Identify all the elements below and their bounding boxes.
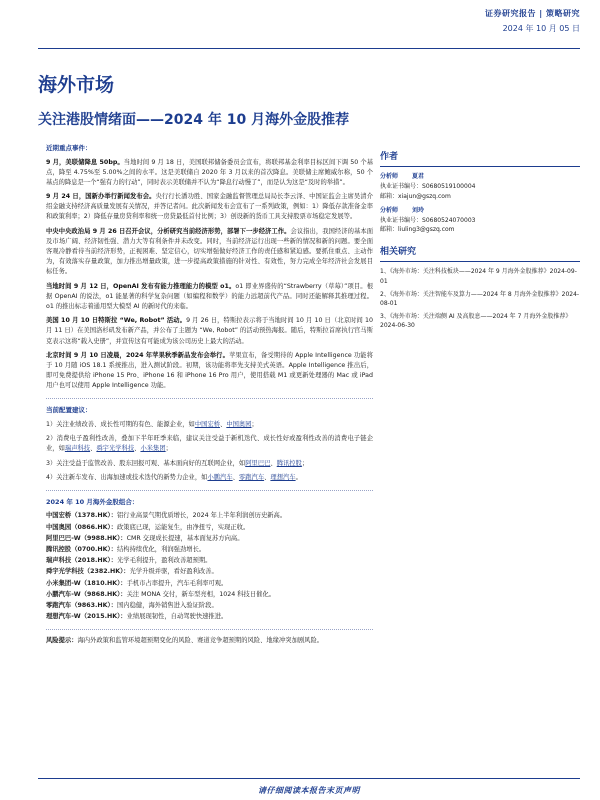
email-address[interactable]: liuling3@gszq.com: [398, 226, 455, 234]
suggestion-end: 。: [295, 473, 302, 481]
email-label: 邮箱：: [380, 192, 399, 200]
pick-name: 理想汽车-W（2015.HK）：: [46, 613, 127, 621]
pick-name: 瑞声科技（2018.HK）：: [46, 557, 117, 565]
analyst-name-row: [380, 206, 580, 216]
analyst-role: 分析师: [380, 207, 399, 215]
analyst-name: 夏君: [412, 173, 425, 181]
suggestion-item: [46, 473, 373, 483]
pick-desc: 政策底已现，运能复生，由净扭亏，实现正收。: [117, 523, 250, 531]
pick-desc: 光学毛利提升，盈利改善超预期。: [117, 557, 212, 565]
email-label: 邮箱：: [380, 226, 399, 234]
pick-name: 腾讯控股（0700.HK）：: [46, 545, 117, 553]
divider: [46, 490, 373, 491]
event-item: [46, 158, 373, 189]
pick-name: 舜宇光学科技（2382.HK）：: [46, 568, 130, 576]
sidebar: [380, 150, 580, 334]
suggestion-item: [46, 459, 373, 469]
event-title: 中央中央政治局 9 月 26 日召开会议，分析研究当前经济形势，部署下一步经济工作。: [46, 227, 291, 235]
analyst-cert: [380, 216, 580, 226]
suggestion-end: ；: [251, 420, 258, 428]
risk-text: 海内外政策和监管环境超预期变化的风险、赛道竞争超预期的风险、地缘冲突加剧风险。: [77, 637, 324, 645]
pick-name: 零跑汽车（9863.HK）：: [46, 601, 117, 609]
cert-label: 执业证书编号：: [380, 216, 423, 224]
authors-heading: 作者: [380, 150, 580, 167]
footer-disclaimer: 请仔细阅读本报告末页声明: [38, 778, 580, 800]
pick-item: [46, 534, 373, 544]
stock-link[interactable]: 小米集团: [140, 445, 166, 453]
related-report-link[interactable]: 2、《海外市场：关注智能车及算力——2024 年 8 月海外金股推荐》2024-08-01: [380, 290, 580, 308]
pick-item: [46, 590, 373, 600]
report-date: 2024 年 10 月 05 日: [502, 24, 580, 33]
cert-number: S0680519100004: [422, 182, 476, 190]
header-divider: [38, 48, 580, 49]
related-report-link[interactable]: 3、《海外市场：关注端侧 AI 及高股息——2024 年 7 月海外金股推荐》2024-06-30: [380, 312, 572, 330]
cert-label: 执业证书编号：: [380, 182, 423, 190]
events-list: [46, 158, 373, 392]
suggestion-end: ；: [301, 459, 309, 467]
main-content: [46, 143, 373, 650]
stock-link[interactable]: 瑞声科技: [64, 445, 91, 453]
suggestion-item: [46, 434, 373, 454]
picks-heading: 2024 年 10 月海外金股组合：: [46, 497, 139, 506]
separator: 、: [90, 445, 97, 453]
authors-list: [380, 172, 580, 240]
event-text: o1 即业界盛传的“Strawberry（草莓）”项目。根据 OpenAI 的说法，o1 能显著的科学复杂问题（如编程和数学）的能力远超前代产品。同时还能解释其推理过程。o1 的推出标志着通用型大模型 AI 的新时代的来临。: [46, 282, 373, 310]
main-title: 关注港股情绪面——2024 年 10 月海外金股推荐: [38, 112, 350, 128]
email-address[interactable]: xiajun@gszq.com: [398, 192, 451, 200]
event-item: [46, 351, 373, 392]
stock-link[interactable]: 中国奥园: [226, 420, 252, 428]
pick-desc: 国内稳健，海外销售进入验证阶段。: [117, 601, 218, 609]
separator: 、: [134, 445, 141, 453]
event-text: 9 月 26 日，特斯拉表示将于当地时间 10 月 10 日（北京时间 10 月 11 日）在美国洛杉矶发布新产品，并公布了主题为 “We, Robot” 的活动预热海报。随后，特斯拉首席执行官马斯克表示这将“载入史册”，并宣传这有可能成为该公司历史上最大的活动。: [46, 317, 373, 345]
report-header: [485, 8, 580, 34]
suggestions-list: [46, 420, 373, 483]
events-heading: 近期重点事件：: [46, 144, 92, 152]
event-title: 9 月，美联储降息 50bp。: [46, 158, 124, 166]
suggestion-text: 3）关注受益于监管改善、股东回报可观、基本面向好的互联网企业，如: [46, 459, 246, 467]
analyst-name-row: [380, 172, 580, 182]
separator: 、: [232, 473, 239, 481]
picks-list: [46, 511, 373, 622]
related-report-link[interactable]: 1、《海外市场：关注科技板块——2024 年 9 月海外金股推荐》2024-09-01: [380, 268, 577, 285]
event-item: [46, 282, 373, 313]
pick-name: 中国奥园（0866.HK）：: [46, 523, 117, 531]
pick-item: [46, 556, 373, 566]
cert-number: S0680524070003: [422, 216, 476, 224]
divider: [46, 629, 373, 630]
section-title: 海外市场: [38, 74, 115, 96]
stock-link[interactable]: 小鹏汽车: [207, 473, 233, 481]
pick-desc: 铝行业高景气期优质增长，2024 年上半年利润创历史新高。: [117, 512, 287, 520]
separator: 、: [264, 473, 271, 481]
related-list: [380, 267, 580, 331]
stock-link[interactable]: 中国宏桥: [194, 420, 221, 428]
pick-desc: 业绩展现韧性，自动驾驶快速推进。: [126, 613, 228, 621]
suggestion-end: ；: [165, 445, 172, 453]
analyst-name: 刘玲: [412, 207, 425, 215]
risk-label: 风险提示：: [46, 637, 78, 645]
suggestion-text: 4）关注新车发布、出海加速或技术迭代的新势力企业，如: [46, 473, 208, 481]
analyst-email: [380, 225, 580, 235]
suggestion-item: [46, 420, 373, 430]
event-text: 苹果宣布，备受期待的 Apple Intelligence 功能将于 10 月随 iOS 18.1 系统推出，进入测试阶段。初期，该功能将率先支持美式英语。Apple Intelligence 推出后，即可免费提供给 iPhone 15 Pro、iPhone 16 和 iPhone 16 Pro 用户，使用搭载 M1 或更新处理器的 Mac 或 iPad 用户也可以使用 Apple Intelligence 功能。: [46, 351, 373, 390]
report-type: 证券研究报告 | 策略研究: [485, 9, 580, 18]
pick-item: [46, 511, 373, 521]
pick-item: [46, 601, 373, 611]
event-item: [46, 192, 373, 223]
suggestions-heading: 当前配置建议：: [46, 406, 92, 415]
separator: 、: [220, 420, 227, 428]
risk-note: [46, 636, 373, 646]
event-title: 9 月 24 日，国新办举行新闻发布会。: [46, 193, 156, 201]
pick-item: [46, 579, 373, 589]
related-heading: 相关研究: [380, 245, 580, 262]
stock-link[interactable]: 腾讯控股: [276, 459, 302, 467]
suggestion-text: 2）消费电子盈利性改善，叠加下半年旺季来临，建议关注受益于新机迭代、成长性好或盈利性改善的消费电子链企业，如: [46, 435, 373, 453]
event-title: 当地时间 9 月 12 日，OpenAI 发布有能力推理能力的模型 o1。: [46, 282, 236, 290]
analyst-role: 分析师: [380, 173, 399, 181]
analyst-email: [380, 192, 580, 202]
pick-name: 阿里巴巴-W（9988.HK）：: [46, 534, 127, 542]
event-item: [46, 316, 373, 347]
pick-desc: 结构持续优化，利润强劲增长。: [117, 545, 206, 553]
pick-item: [46, 545, 373, 555]
stock-link[interactable]: 理想汽车: [270, 473, 296, 481]
pick-item: [46, 523, 373, 533]
event-text: 央行行长潘功胜、国家金融监督管理总局局长李云泽、中国证监会主席吴清介绍金融支持经济高质量发展有关情况，并答记者问。此次新闻发布会宣布了一系列政策，例如：1）降低存款准备金率和政策利率；2）降低存量房贷利率和统一房贷最低首付比例；3）创设新的货币工具支持股票市场稳定发展等。: [46, 193, 373, 221]
pick-desc: 关注 MONA 交付，新车型亮相，1024 科技日催化。: [126, 590, 276, 598]
analyst-cert: [380, 182, 580, 192]
pick-desc: CMR 交现成长提速，基本面复苏方向高。: [126, 534, 244, 542]
event-item: [46, 227, 373, 278]
pick-name: 小米集团-W（1810.HK）：: [46, 579, 127, 587]
pick-item: [46, 567, 373, 577]
divider: [46, 398, 373, 399]
pick-item: [46, 612, 373, 622]
pick-desc: 光学升级并驱，看好盈利改善。: [129, 568, 218, 576]
pick-desc: 手机市占率提升，汽车毛利率可观。: [126, 579, 228, 587]
event-text: 会议指出，我国经济的基本面及市场广阔、经济韧性强、潜力大等有利条件并未改变。同时，当前经济运行出现一些新的情况和新的问题。要全面客观冷静看待当前经济形势，正视困难、坚定信心，切实增强做好经济工作的责任感和紧迫感。要抓住重点、主动作为，有效落实存量政策，加力推出增量政策，进一步提高政策措施的针对性、有效性，努力完成全年经济社会发展目标任务。: [46, 227, 373, 276]
separator: 、: [270, 459, 277, 467]
event-title: 美国 10 月 10 日特斯拉 “We, Robot” 活动。: [46, 317, 187, 325]
stock-link[interactable]: 阿里巴巴: [245, 459, 271, 467]
suggestion-text: 1）关注业绩改善、成长性可期的有色、能源企业，如: [46, 420, 195, 428]
pick-name: 小鹏汽车-W（9868.HK）：: [46, 590, 127, 598]
event-title: 北京时间 9 月 10 日凌晨，2024 年苹果秋季新品发布会举行。: [46, 351, 229, 359]
event-text: 当地时间 9 月 18 日，美国联邦储备委员会宣布，将联邦基金利率目标区间下调 50 个基点，降至 4.75%至 5.00%之间的水平。这是美联储自 2020 年 3 月以来的首次降息。美联储主席鲍威尔称，50 个基点的降息是一个“强有力的行动”，同时表示美联储并不认为“降息行动慢了”，而是认为这是“及时的举措”。: [46, 158, 374, 186]
stock-link[interactable]: 舜宇光学科技: [96, 445, 135, 453]
pick-name: 中国宏桥（1378.HK）：: [46, 512, 117, 520]
stock-link[interactable]: 零跑汽车: [238, 473, 265, 481]
